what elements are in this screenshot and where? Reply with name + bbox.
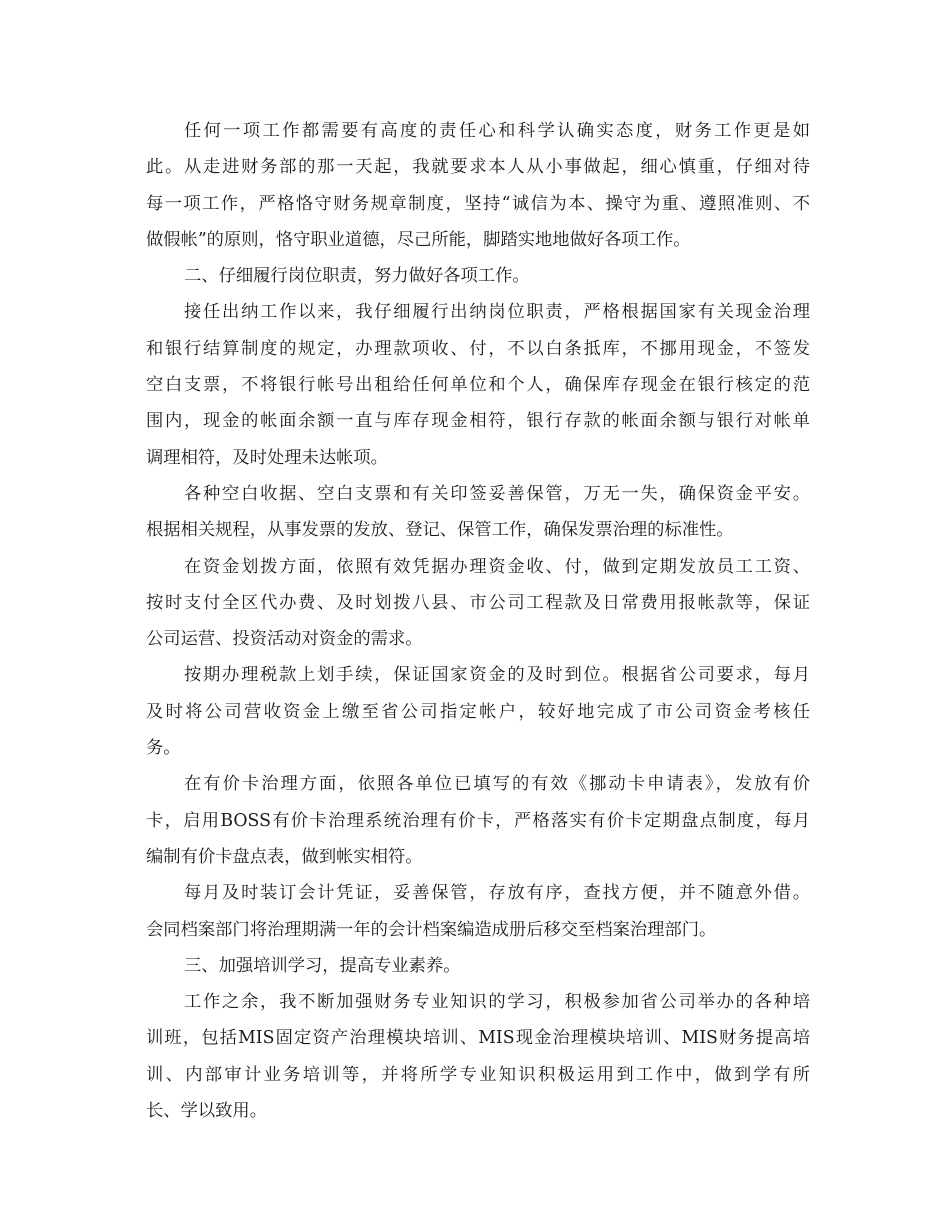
text-line: 训班，包括MIS固定资产治理模块培训、MIS现金治理模块培训、MIS财务提高培	[146, 1028, 810, 1049]
paragraph-training	[146, 984, 810, 1129]
text-line: 此。从走进财务部的那一天起，我就要求本人从小事做起，细心慎重，仔细对待	[146, 157, 810, 178]
section-heading-duties	[146, 258, 810, 294]
text-line: 任何一项工作都需要有高度的责任心和科学认确实态度，财务工作更是如	[184, 121, 810, 141]
document-body	[146, 113, 810, 1129]
paragraph-cashier-duties	[146, 294, 810, 475]
text-line: 长、学以致用。	[146, 1101, 267, 1122]
text-line: 编制有价卡盘点表，做到帐实相符。	[146, 846, 423, 867]
text-line: 接任出纳工作以来，我仔细履行出纳岗位职责，严格根据国家有关现金治理	[184, 302, 810, 323]
text-line: 调理相符，及时处理未达帐项。	[146, 447, 388, 468]
text-line: 按时支付全区代办费、及时划拨八县、市公司工程款及日常费用报帐款等，保证	[146, 592, 810, 613]
section-heading-training	[146, 948, 810, 984]
paragraph-vouchers	[146, 875, 810, 948]
text-line: 工作之余，我不断加强财务专业知识的学习，积极参加省公司举办的各种培	[184, 992, 810, 1013]
paragraph-tax	[146, 657, 810, 766]
text-line: 各种空白收据、空白支票和有关印签妥善保管，万无一失，确保资金平安。	[184, 483, 810, 504]
text-line: 做假帐”的原则，恪守职业道德，尽己所能，脚踏实地地做好各项工作。	[146, 229, 691, 250]
text-line: 和银行结算制度的规定，办理款项收、付，不以白条抵库，不挪用现金，不签发	[146, 338, 810, 359]
text-line: 公司运营、投资活动对资金的需求。	[146, 629, 423, 650]
section-heading: 三、加强培训学习，提高专业素养。	[184, 955, 461, 976]
section-heading: 二、仔细履行岗位职责，努力做好各项工作。	[184, 266, 530, 287]
text-line: 空白支票，不将银行帐号出租给任何单位和个人，确保库存现金在银行核定的范	[146, 375, 810, 396]
paragraph-responsibility	[146, 113, 810, 258]
paragraph-receipts-invoices	[146, 476, 810, 549]
paragraph-fund-transfer	[146, 549, 810, 658]
text-line: 训、内部审计业务培训等，并将所学专业知识积极运用到工作中，做到学有所	[146, 1064, 810, 1085]
text-line: 围内，现金的帐面余额一直与库存现金相符，银行存款的帐面余额与银行对帐单	[146, 411, 810, 432]
text-line: 每一项工作，严格恪守财务规章制度，坚持“诚信为本、操守为重、遵照准则、不	[146, 193, 810, 214]
text-line: 根据相关规程，从事发票的发放、登记、保管工作，确保发票治理的标准性。	[146, 520, 734, 541]
paragraph-prepaid-cards	[146, 766, 810, 875]
text-line: 按期办理税款上划手续，保证国家资金的及时到位。根据省公司要求，每月	[184, 665, 810, 686]
text-line: 务。	[146, 738, 181, 759]
text-line: 及时将公司营收资金上缴至省公司指定帐户，较好地完成了市公司资金考核任	[146, 701, 810, 722]
text-line: 会同档案部门将治理期满一年的会计档案编造成册后移交至档案治理部门。	[146, 919, 717, 940]
text-line: 在资金划拨方面，依照有效凭据办理资金收、付，做到定期发放员工工资、	[184, 556, 810, 577]
text-line: 每月及时装订会计凭证，妥善保管，存放有序，查找方便，并不随意外借。	[184, 883, 810, 904]
text-line: 在有价卡治理方面，依照各单位已填写的有效《挪动卡申请表》，发放有价	[184, 774, 810, 795]
text-line: 卡，启用BOSS有价卡治理系统治理有价卡，严格落实有价卡定期盘点制度，每月	[146, 810, 810, 831]
